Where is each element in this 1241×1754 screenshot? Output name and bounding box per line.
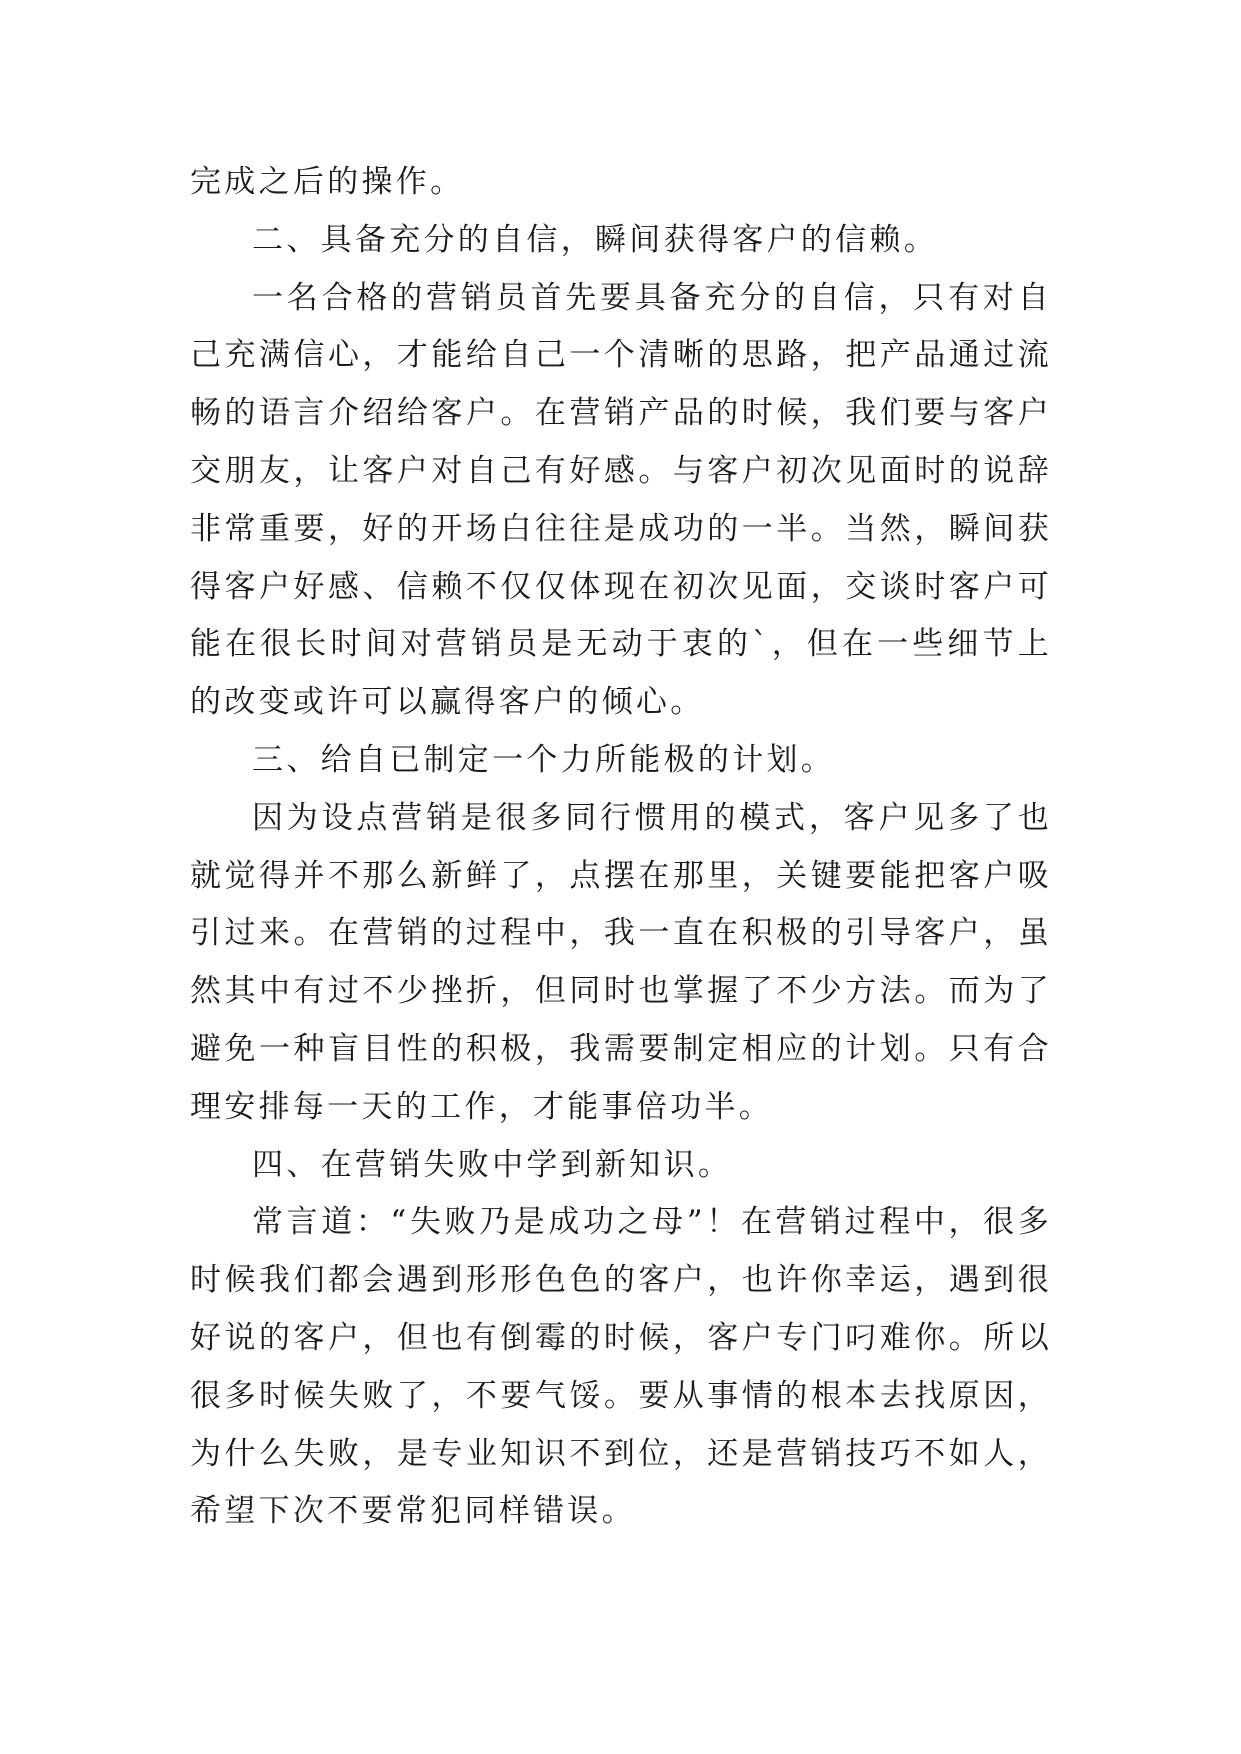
paragraph-planning: 因为设点营销是很多同行惯用的模式，客户见多了也就觉得并不那么新鲜了，点摆在那里，关键要能把客户吸引过来。在营销的过程中，我一直在积极的引导客户，虽然其中有过不少挫折，但同时也掌握了不少方法。而为了避免一种盲目性的积极，我需要制定相应的计划。只有合理安排每一天的工作，才能事倍功半。 xyxy=(190,799,1052,1125)
paragraph-confidence: 一名合格的营销员首先要具备充分的自信，只有对自己充满信心，才能给自己一个清晰的思路，把产品通过流畅的语言介绍给客户。在营销产品的时候，我们要与客户交朋友，让客户对自己有好感。与客户初次见面时的说辞非常重要，好的开场白往往是成功的一半。当然，瞬间获得客户好感、信赖不仅仅体现在初次见面，交谈时客户可能在很长时间对营销员是无动于衷的`，但在一些细节上的改变或许可以赢得客户的倾心。 xyxy=(190,279,1052,721)
paragraph-continuation: 完成之后的操作。 xyxy=(190,164,465,200)
section-heading-3: 三、给自已制定一个力所能极的计划。 xyxy=(252,741,836,778)
section-heading-2: 二、具备充分的自信，瞬间获得客户的信赖。 xyxy=(252,221,938,258)
paragraph-learning-from-failure: 常言道：“失败乃是成功之母”！在营销过程中，很多时候我们都会遇到形形色色的客户，也许你幸运，遇到很好说的客户，但也有倒霉的时候，客户专门叼难你。所以很多时候失败了，不要气馁。要从事情的根本去找原因，为什么失败，是专业知识不到位，还是营销技巧不如人，希望下次不要常犯同样错误。 xyxy=(190,1204,1052,1530)
document-body xyxy=(190,154,1052,1541)
section-heading-4: 四、在营销失败中学到新知识。 xyxy=(252,1146,733,1183)
